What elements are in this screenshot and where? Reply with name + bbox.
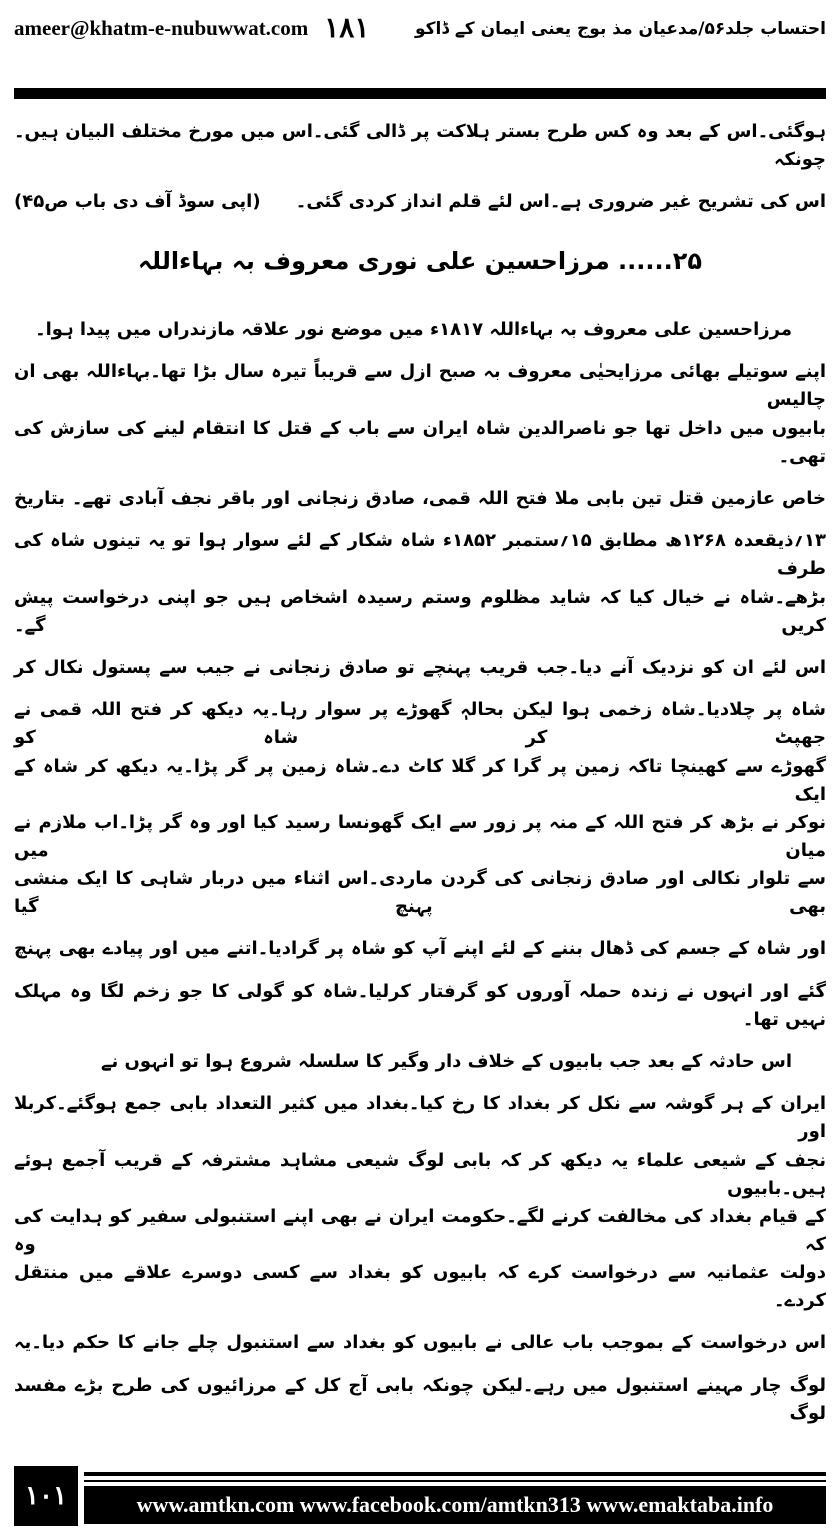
body-line: [14, 471, 826, 527]
intro-block: [14, 118, 826, 231]
body-line-text: گئے اور انہوں نے زندہ حملہ آوروں کو گرفتار کرلیا۔شاہ کو گولی کا جو زخم لگا وہ مہلک نہیں تھا۔: [14, 980, 826, 1030]
body-line-text: بڑھے۔شاہ نے خیال کیا کہ شاید مظلوم وستم رسیدہ اشخاص ہیں جو اپنی درخواست پیش کریں گے۔: [14, 586, 826, 636]
body-line-text: اس حادثہ کے بعد جب بابیوں کے خلاف دار وگیر کا سلسلہ شروع ہوا تو انہوں نے: [100, 1051, 792, 1072]
body-line-text: گھوڑے سے کھینچا تاکہ زمین پر گرا کر گلا کاٹ دے۔شاہ زمین پر گر پڑا۔یہ دیکھ کر شاہ کے ایک: [14, 755, 826, 805]
body-line: [14, 358, 826, 414]
body-line-text: اور شاہ کے جسم کی ڈھال بننے کے لئے اپنے آپ کو شاہ پر گرادیا۔اتنے میں اور پیادے بھی پہنچ: [14, 938, 826, 960]
body-line-text: اپنے سوتیلے بھائی مرزایحیٰی معروف بہ صبح ازل سے قریباً تیرہ سال بڑا تھا۔بہاءاللہ بھی ان چالیس: [14, 361, 826, 411]
footer-rule: [84, 1472, 826, 1476]
body-line: [14, 752, 826, 808]
footer-page-number: ۱۰۱: [14, 1466, 78, 1526]
body-line: [14, 1259, 826, 1315]
body-line-text: نجف کے شیعی علماء یہ دیکھ کر کہ بابی لوگ شیعی مشاہد مشترفہ کے قریب آجمع ہوئے ہیں۔بابیوں: [14, 1149, 826, 1199]
source-citation: (اپی سوڈ آف دی باب ص۴۵): [14, 191, 261, 213]
footer-rule-thin: [84, 1480, 826, 1482]
body-line-text: شاہ پر چلادیا۔شاہ زخمی ہوا لیکن بحالہٖ گھوڑے پر سوار رہا۔یہ دیکھ کر فتح اللہ قمی نے جھپٹ کر شاہ کو: [14, 699, 826, 749]
body-line: [14, 118, 826, 174]
body-line-text: ۱۳؍ذیقعدہ ۱۲۶۸ھ مطابق ۱۵؍ستمبر ۱۸۵۲ء شاہ شکار کے لئے سوار ہوا تو یہ تینوں شاہ کی طرف: [14, 530, 826, 580]
body-line-text: اس لئے ان کو نزدیک آنے دیا۔جب قریب پہنچے تو صادق زنجانی نے جیب سے پستول نکال کر: [14, 656, 826, 678]
body-line: [14, 1203, 826, 1259]
body-line: [14, 978, 826, 1034]
header-left: [14, 11, 385, 45]
header-book-title: احتساب جلد۵۶/مدعیان مذ بوج یعنی ایمان کے ڈاکو: [414, 18, 826, 39]
footer-links: www.amtkn.com www.facebook.com/amtkn313 www.emaktaba.info: [84, 1486, 826, 1524]
header-email: ameer@khatm-e-nubuwwat.com: [14, 15, 309, 40]
body-line: [14, 527, 826, 583]
body-line-text: مرزاحسین علی معروف بہ بہاءاللہ ۱۸۱۷ء میں موضع نور علاقہ مازندراں میں پیدا ہوا۔: [35, 319, 792, 341]
body-line: [14, 865, 826, 921]
section-heading: ۲۵...... مرزاحسین علی نوری معروف بہ بہاءاللہ: [137, 247, 703, 275]
body-line-text: دولت عثمانیہ سے درخواست کرے کہ بابیوں کو بغداد سے کسی دوسرے علاقے میں منتقل کردے۔: [14, 1262, 826, 1312]
body-line: [14, 640, 826, 696]
body-line-text: اس درخواست کے بموجب باب عالی نے بابیوں کو بغداد سے استنبول چلے جانے کا حکم دیا۔یہ: [14, 1332, 826, 1354]
body-line-text: نوکر نے بڑھ کر فتح اللہ کے منہ پر زور سے ایک گھونسا رسید کیا اور وہ گر پڑا۔اب ملازم نے میان میں: [14, 811, 826, 861]
body-line: [14, 809, 826, 865]
header-page-number: ۱۸۱: [324, 13, 370, 44]
body-line: [14, 696, 826, 752]
body-line-text: لوگ چار مہینے استنبول میں رہے۔لیکن چونکہ بابی آج کل کے مرزائیوں کی طرح بڑے مفسد لوگ: [14, 1374, 826, 1424]
body-line: [14, 1372, 826, 1428]
body-line: [14, 1315, 826, 1371]
body-line-text: بابیوں میں داخل تھا جو ناصرالدین شاہ ایران سے باب کے قتل کا انتقام لینے کی سازش کی تھی۔: [14, 417, 826, 467]
paragraph-first-line: [14, 302, 826, 358]
body-line: [14, 921, 826, 977]
body-line: [14, 583, 826, 639]
page-header: [14, 8, 826, 48]
body-line-text: کے قیام بغداد کی مخالفت کرنے لگے۔حکومت ایران نے بھی اپنے استنبولی سفیر کو ہدایت کی کہ وہ: [14, 1205, 826, 1255]
body-line: [14, 174, 826, 230]
body-line: [14, 415, 826, 471]
body-line: [14, 1090, 826, 1146]
body-line-text: ہوگئی۔اس کے بعد وہ کس طرح بستر ہلاکت پر ڈالی گئی۔اس میں مورخ مختلف البیان ہیں۔چونکہ: [14, 121, 826, 171]
body-line-text: ایران کے ہر گوشہ سے نکل کر بغداد کا رخ کیا۔بغداد میں کثیر التعداد بابی جمع ہوگئے۔کربلا اور: [14, 1093, 826, 1143]
header-rule: [14, 88, 826, 99]
paragraph-first-line: [14, 1034, 826, 1090]
body-block: [14, 302, 826, 1428]
body-line-text: خاص عازمین قتل تین بابی ملا فتح اللہ قمی، صادق زنجانی اور باقر نجف آبادی تھے۔ بتاریخ: [14, 488, 826, 510]
page-footer: [14, 1466, 826, 1526]
body-line-text: سے تلوار نکالی اور صادق زنجانی کی گردن ماردی۔اس اثناء میں دربار شاہی کا ایک منشی بھی پہنچ گیا: [14, 868, 826, 918]
body-line: [14, 1146, 826, 1202]
body-line-text: اس کی تشریح غیر ضروری ہے۔اس لئے قلم انداز کردی گئی۔: [295, 191, 826, 213]
